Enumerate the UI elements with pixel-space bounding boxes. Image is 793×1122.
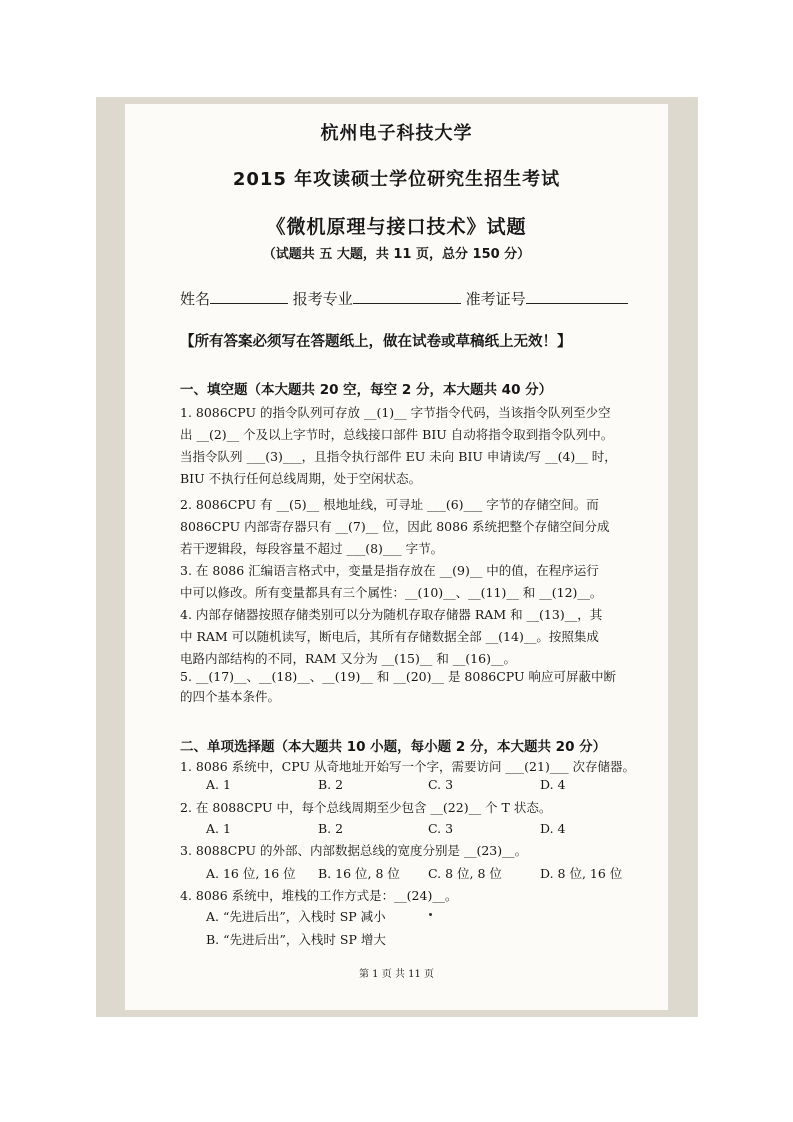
q1-text: 1. 8086 系统中，CPU 从奇地址开始写一个字，需要访问 ___(21)___ 次存储器。 bbox=[180, 759, 636, 774]
major-label: 报考专业 bbox=[292, 290, 353, 308]
q2-option-c: C. 3 bbox=[428, 821, 454, 836]
exam-info: （试题共 五 大题，共 11 页，总分 150 分） bbox=[262, 247, 531, 262]
answer-notice: 【所有答案必须写在答题纸上，做在试卷或草稿纸上无效！】 bbox=[180, 334, 572, 350]
s1-line: 1. 8086CPU 的指令队列可存放 __(1)__ 字节指令代码，当该指令队列至少空 bbox=[180, 405, 611, 420]
s1-line: 的四个基本条件。 bbox=[180, 689, 281, 704]
s1-line: 中可以修改。所有变量都具有三个属性：__(10)__、__(11)__ 和 __(12)__。 bbox=[180, 585, 603, 600]
s1-line: 3. 在 8086 汇编语言格式中，变量是指存放在 __(9)__ 中的值，在程序运行 bbox=[180, 563, 599, 578]
q2-option-b: B. 2 bbox=[318, 821, 344, 836]
candidate-fields bbox=[180, 288, 628, 309]
q3-option-b: B. 16 位, 8 位 bbox=[318, 866, 400, 881]
name-label: 姓名 bbox=[180, 290, 211, 308]
q3-option-a: A. 16 位, 16 位 bbox=[206, 866, 296, 881]
s1-line: 中 RAM 可以随机读写，断电后，其所有存储数据全部 __(14)__。按照集成 bbox=[180, 629, 599, 644]
q2-option-d: D. 4 bbox=[540, 821, 566, 836]
s1-line: 当指令队列 ___(3)___，且指令执行部件 EU 未向 BIU 申请读/写 __(4)__ 时， bbox=[180, 449, 617, 464]
name-blank bbox=[210, 289, 288, 304]
page-footer: 第 1 页 共 11 页 bbox=[359, 969, 434, 980]
section2-title: 二、单项选择题（本大题共 10 小题，每小题 2 分，本大题共 20 分） bbox=[180, 739, 607, 755]
s1-line: 4. 内部存储器按照存储类别可以分为随机存取存储器 RAM 和 __(13)__，其 bbox=[180, 607, 603, 622]
s1-line: BIU 不执行任何总线周期，处于空闲状态。 bbox=[180, 471, 422, 486]
id-label: 准考证号 bbox=[465, 290, 526, 308]
q4-option-a: A. “先进后出”，入栈时 SP 减小 bbox=[206, 909, 386, 924]
s1-line: 8086CPU 内部寄存器只有 __(7)__ 位，因此 8086 系统把整个存储空间分成 bbox=[180, 519, 610, 534]
q1-option-a: A. 1 bbox=[206, 777, 231, 792]
s1-line: 5. __(17)__、__(18)__、__(19)__ 和 __(20)__ 是 8086CPU 响应可屏蔽中断 bbox=[180, 669, 617, 684]
major-blank bbox=[353, 289, 461, 304]
q2-text: 2. 在 8088CPU 中，每个总线周期至少包含 __(22)__ 个 T 状态。 bbox=[180, 800, 552, 815]
university-title: 杭州电子科技大学 bbox=[320, 123, 473, 144]
q1-option-c: C. 3 bbox=[428, 777, 454, 792]
q3-text: 3. 8088CPU 的外部、内部数据总线的宽度分别是 __(23)__。 bbox=[180, 843, 528, 858]
s1-line: 若干逻辑段，每段容量不超过 ___(8)___ 字节。 bbox=[180, 541, 444, 556]
exam-title: 2015 年攻读硕士学位研究生招生考试 bbox=[232, 169, 561, 190]
section1-title: 一、填空题（本大题共 20 空，每空 2 分，本大题共 40 分） bbox=[180, 382, 553, 398]
q3-option-c: C. 8 位, 8 位 bbox=[428, 866, 502, 881]
ink-dot bbox=[429, 913, 432, 916]
s1-line: 出 __(2)__ 个及以上字节时，总线接口部件 BIU 自动将指令取到指令队列中。 bbox=[180, 427, 614, 442]
q1-option-d: D. 4 bbox=[540, 777, 566, 792]
id-blank bbox=[526, 289, 628, 304]
q1-option-b: B. 2 bbox=[318, 777, 344, 792]
q4-option-b: B. “先进后出”，入栈时 SP 增大 bbox=[206, 932, 386, 947]
q4-text: 4. 8086 系统中，堆栈的工作方式是：__(24)__。 bbox=[180, 888, 458, 903]
s1-line: 电路内部结构的不同，RAM 又分为 __(15)__ 和 __(16)__。 bbox=[180, 651, 516, 666]
q3-option-d: D. 8 位, 16 位 bbox=[540, 866, 623, 881]
s1-line: 2. 8086CPU 有 __(5)__ 根地址线，可寻址 ___(6)___ 字节的存储空间。而 bbox=[180, 497, 599, 512]
subject-title: 《微机原理与接口技术》试题 bbox=[266, 216, 527, 238]
q2-option-a: A. 1 bbox=[206, 821, 231, 836]
